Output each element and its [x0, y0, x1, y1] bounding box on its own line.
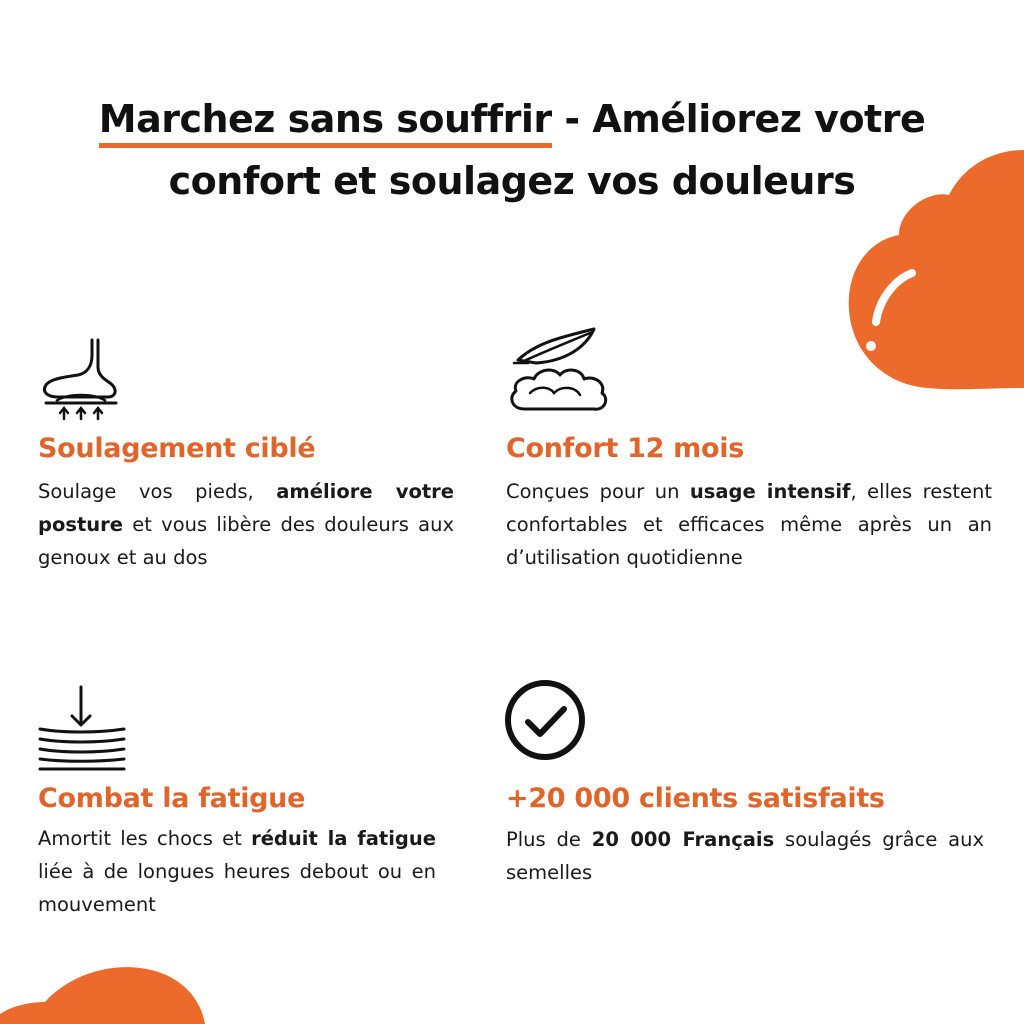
feature-description	[506, 823, 984, 889]
feature-clients	[506, 678, 986, 908]
feature-title: +20 000 clients satisfaits	[506, 783, 885, 814]
desc-segment: soulagés grâce aux semelles	[506, 828, 985, 884]
desc-segment-bold: 20 000 Français	[591, 828, 775, 851]
headline-rest-line1: - Améliorez votre	[551, 97, 926, 141]
feature-title: Combat la fatigue	[38, 783, 306, 814]
page-headline	[40, 88, 984, 212]
feature-title: Confort 12 mois	[506, 433, 744, 464]
desc-segment-bold: améliore votre posture	[38, 480, 454, 536]
desc-segment: Amortit les chocs et	[38, 827, 252, 850]
check-circle-icon	[504, 678, 590, 764]
foot-arch-support-icon	[38, 335, 122, 425]
feature-confort	[506, 325, 996, 585]
feature-title: Soulagement ciblé	[38, 433, 316, 464]
feature-description	[506, 475, 992, 574]
feature-soulagement	[38, 335, 458, 585]
desc-segment-bold: usage intensif	[689, 480, 851, 503]
feature-fatigue	[38, 685, 438, 935]
feature-description	[38, 822, 436, 921]
headline-line2: confort et soulagez vos douleurs	[168, 159, 856, 203]
desc-segment: , elles restent confortables et efficaces même après un an d’utilisation quotidienne	[506, 480, 993, 569]
desc-segment: liée à de longues heures debout ou en mouvement	[38, 860, 436, 916]
headline-underlined-part: Marchez sans souffrir	[99, 97, 552, 148]
feature-description	[38, 475, 454, 574]
shock-absorb-layers-icon	[38, 685, 128, 775]
orange-blob-bottom-decoration	[0, 964, 210, 1024]
desc-segment: Conçues pour un	[506, 480, 690, 503]
desc-segment: et vous libère des douleurs aux genoux et au dos	[38, 513, 454, 569]
desc-segment: Soulage vos pieds,	[38, 480, 277, 503]
feather-cloud-icon	[506, 325, 616, 415]
desc-segment-bold: réduit la fatigue	[251, 827, 436, 850]
desc-segment: Plus de	[506, 828, 592, 851]
